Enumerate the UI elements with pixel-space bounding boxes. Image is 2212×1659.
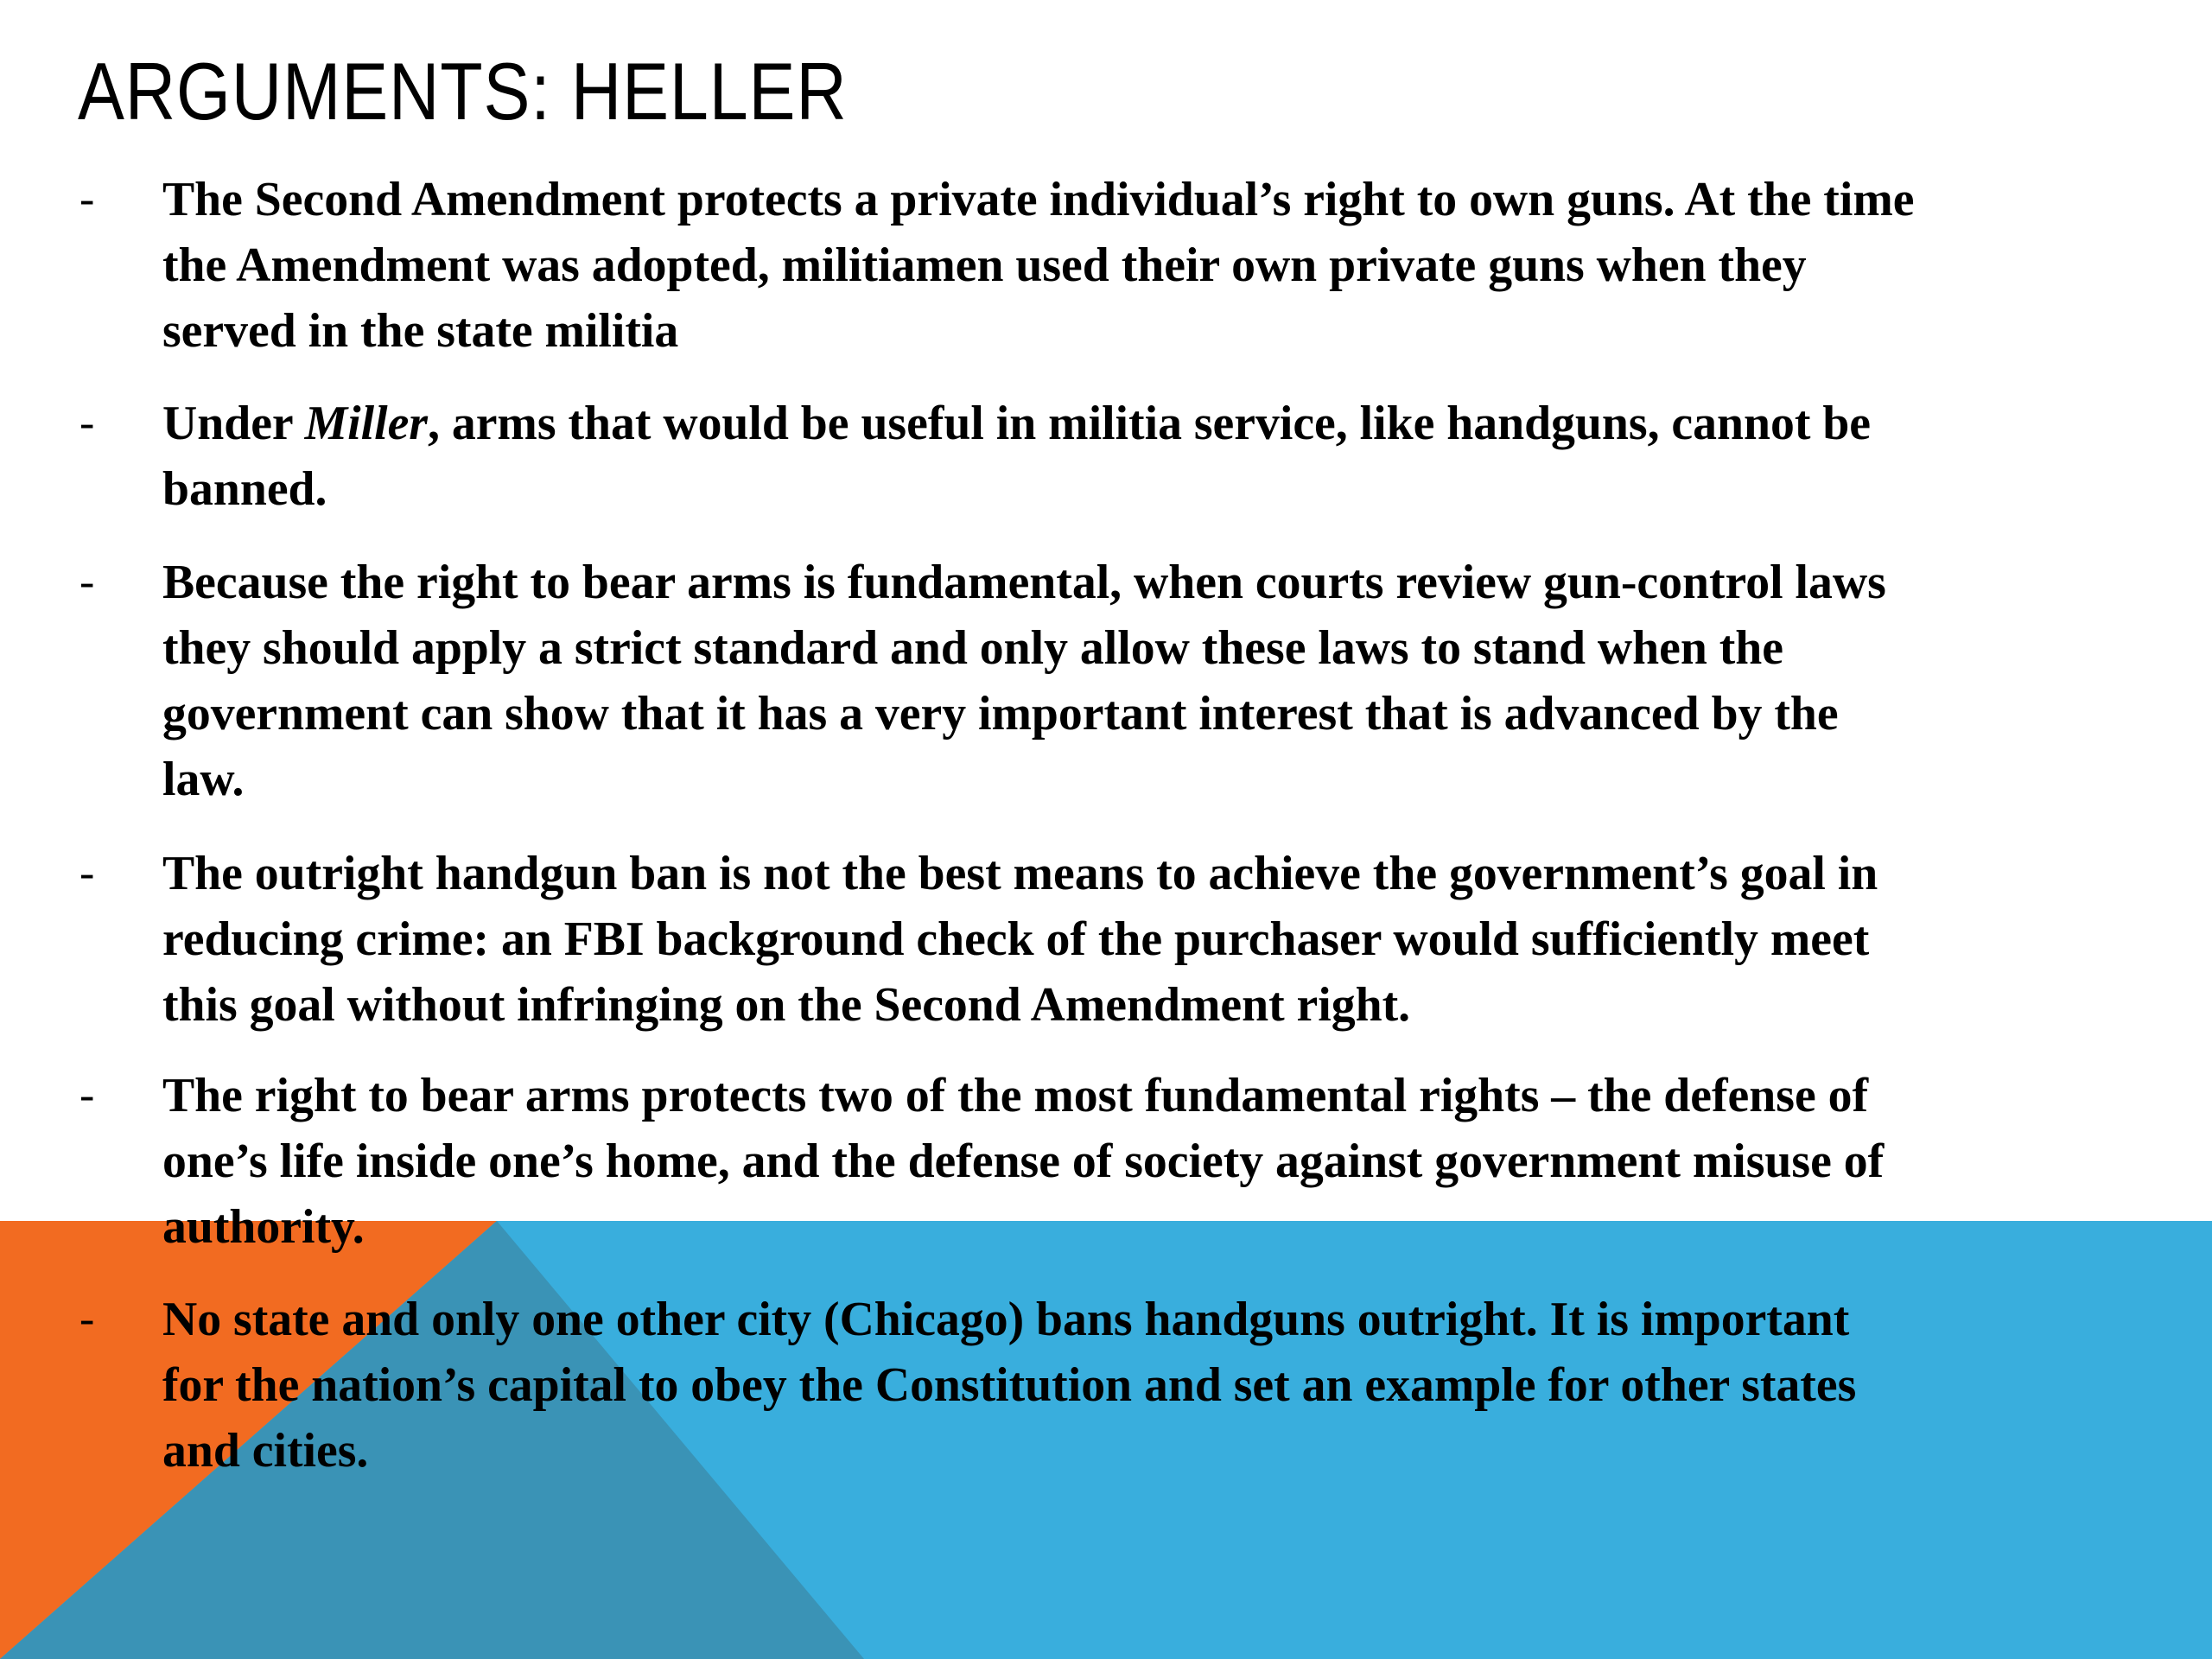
bullet-line (162, 1063, 2202, 1128)
bullet-marker: - (79, 557, 95, 607)
text-run: No state and only one other city (Chicago) bans handguns outright. It is important (162, 1293, 1850, 1346)
bullet-marker: - (79, 1294, 95, 1344)
text-run: reducing crime: an FBI background check of the purchaser would sufficiently meet (162, 912, 1870, 966)
bullet-line (162, 391, 2202, 456)
bullet-text (162, 167, 2212, 364)
bullet-marker: - (79, 1071, 95, 1120)
bullet-line (162, 232, 2202, 298)
bullet-text (162, 1287, 2212, 1484)
bullet-text (162, 391, 2212, 522)
text-run: banned. (162, 462, 327, 516)
bullet-line (162, 906, 2202, 972)
text-run: , arms that would be useful in militia service, like handguns, cannot be (427, 397, 1872, 450)
bullet-line (162, 615, 2202, 681)
bullet-line (162, 1128, 2202, 1194)
bullet-text (162, 841, 2212, 1038)
text-run: Because the right to bear arms is fundamental, when courts review gun-control laws (162, 556, 1886, 609)
text-run: The outright handgun ban is not the best means to achieve the government’s goal in (162, 847, 1878, 900)
text-run: law. (162, 753, 245, 806)
bullet-marker: - (79, 849, 95, 898)
bullet-text (162, 550, 2212, 812)
bullet-line (162, 972, 2202, 1038)
text-run: authority. (162, 1200, 365, 1254)
text-run: they should apply a strict standard and only allow these laws to stand when the (162, 621, 1784, 675)
bullet-line (162, 167, 2202, 232)
bullet-marker: - (79, 175, 95, 224)
bullet-line (162, 298, 2202, 364)
slide-title: ARGUMENTS: HELLER (78, 46, 848, 137)
bullet-line (162, 1194, 2202, 1260)
bullet-line (162, 841, 2202, 906)
bullet-line (162, 550, 2202, 615)
bullet-line (162, 681, 2202, 747)
bullet-text (162, 1063, 2212, 1260)
text-run: for the nation’s capital to obey the Constitution and set an example for other states (162, 1358, 1857, 1412)
text-run: The right to bear arms protects two of the most fundamental rights – the defense of (162, 1069, 1869, 1122)
text-run: The Second Amendment protects a private individual’s right to own guns. At the time (162, 173, 1915, 226)
text-run: and cities. (162, 1424, 369, 1478)
bullet-line (162, 1352, 2202, 1418)
bullet-line (162, 456, 2202, 522)
bullet-line (162, 747, 2202, 812)
text-run: one’s life inside one’s home, and the defense of society against government misuse of (162, 1135, 1885, 1188)
bullet-line (162, 1287, 2202, 1352)
text-run: this goal without infringing on the Second Amendment right. (162, 978, 1411, 1032)
bullet-line (162, 1418, 2202, 1484)
text-run: served in the state militia (162, 304, 679, 358)
text-run: Under (162, 397, 305, 450)
case-name-italic: Miller (304, 397, 428, 450)
text-run: government can show that it has a very important interest that is advanced by the (162, 687, 1839, 741)
bullet-marker: - (79, 398, 95, 448)
text-run: the Amendment was adopted, militiamen used their own private guns when they (162, 238, 1807, 292)
